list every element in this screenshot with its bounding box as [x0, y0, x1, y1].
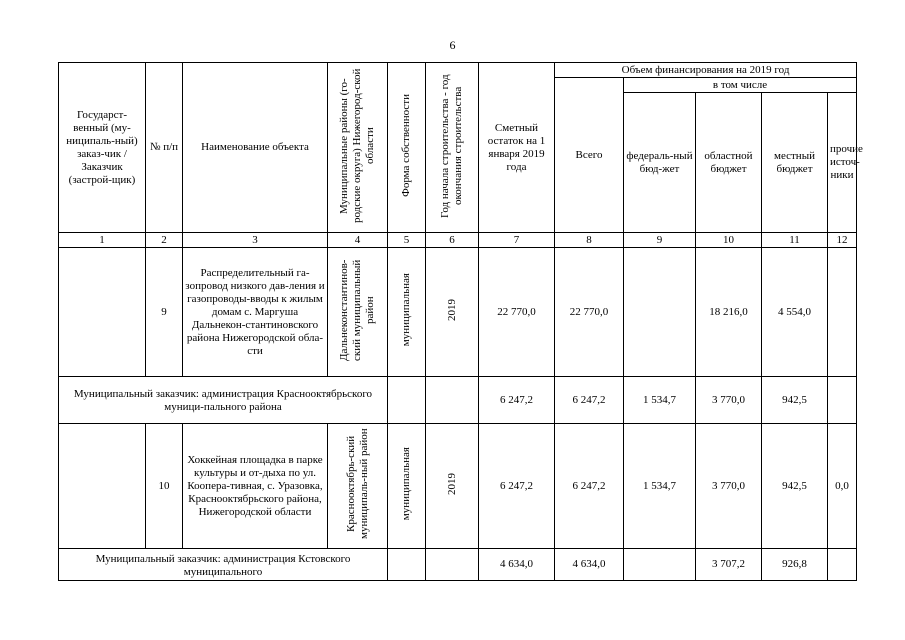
- header-local: местный бюджет: [762, 93, 828, 233]
- row-district-text: Краснооктябрь-ский муниципаль-ный район: [344, 428, 370, 540]
- column-number: 3: [183, 233, 328, 248]
- row-customer: Муниципальный заказчик: администрация Краснооктябрьского муници-пального района: [59, 377, 388, 424]
- row-total: 22 770,0: [555, 248, 624, 377]
- row-customer-empty: [59, 424, 146, 549]
- column-number-row: [59, 233, 857, 248]
- header-num: № п/п: [146, 63, 183, 233]
- column-number: 7: [479, 233, 555, 248]
- row-other: [828, 549, 857, 581]
- row-ownership: [388, 248, 426, 377]
- row-ownership-text: муниципальная: [400, 273, 412, 347]
- row-balance: 4 634,0: [479, 549, 555, 581]
- column-number: 6: [426, 233, 479, 248]
- column-number: 9: [624, 233, 696, 248]
- row-district: [328, 248, 388, 377]
- header-years-text: Год начала строительства - год окончания строительства: [439, 73, 464, 218]
- row-years: [426, 248, 479, 377]
- row-local: 4 554,0: [762, 248, 828, 377]
- column-number: 2: [146, 233, 183, 248]
- header-balance: Сметный остаток на 1 января 2019 года: [479, 63, 555, 233]
- row-local: 926,8: [762, 549, 828, 581]
- row-years-text: 2019: [445, 299, 458, 321]
- row-years-empty: [426, 377, 479, 424]
- header-including: в том числе: [624, 78, 857, 93]
- column-number: 8: [555, 233, 624, 248]
- row-regional: 3 770,0: [696, 377, 762, 424]
- header-regional: областной бюджет: [696, 93, 762, 233]
- table-row: [59, 377, 857, 424]
- row-local: 942,5: [762, 424, 828, 549]
- column-number: 12: [828, 233, 857, 248]
- row-other: 0,0: [828, 424, 857, 549]
- header-ownership: [388, 63, 426, 233]
- row-object: Распределительный га-зопровод низкого дав-ления и газопроводы-вводы к жилым домам с. Маргуша Дальнекон-стантиновского района Нижегородской обла-сти: [183, 248, 328, 377]
- row-balance: 22 770,0: [479, 248, 555, 377]
- header-years: [426, 63, 479, 233]
- row-other: [828, 377, 857, 424]
- column-number: 11: [762, 233, 828, 248]
- header-district-text: Муниципальные районы (го-родские округа) Нижегород-ской области: [338, 68, 376, 223]
- row-num: 10: [146, 424, 183, 549]
- row-ownership: [388, 424, 426, 549]
- header-customer: Государст-венный (му-ниципаль-ный) заказ-чик / Заказчик (застрой-щик): [59, 63, 146, 233]
- header-row-1: [59, 63, 857, 78]
- header-ownership-text: Форма собственности: [400, 94, 412, 197]
- row-years: [426, 424, 479, 549]
- row-total: 6 247,2: [555, 424, 624, 549]
- header-district: [328, 63, 388, 233]
- row-ownership-empty: [388, 549, 426, 581]
- table-row: [59, 424, 857, 549]
- financing-table: [58, 62, 863, 581]
- row-ownership-text: муниципальная: [400, 447, 412, 521]
- page-number: 6: [449, 38, 456, 52]
- header-total: Всего: [555, 78, 624, 233]
- header-other: прочие источ-ники: [828, 93, 857, 233]
- row-federal: [624, 248, 696, 377]
- header-object: Наименование объекта: [183, 63, 328, 233]
- row-federal: 1 534,7: [624, 377, 696, 424]
- row-num: 9: [146, 248, 183, 377]
- row-customer: Муниципальный заказчик: администрация Кстовского муниципального: [59, 549, 388, 581]
- header-federal: федераль-ный бюд-жет: [624, 93, 696, 233]
- header-funding-group: Объем финансирования на 2019 год: [555, 63, 857, 78]
- row-years-empty: [426, 549, 479, 581]
- column-number: 5: [388, 233, 426, 248]
- row-years-text: 2019: [445, 473, 458, 495]
- table-row: [59, 549, 857, 581]
- row-regional: 3 707,2: [696, 549, 762, 581]
- row-regional: 3 770,0: [696, 424, 762, 549]
- row-balance: 6 247,2: [479, 424, 555, 549]
- row-balance: 6 247,2: [479, 377, 555, 424]
- row-total: 6 247,2: [555, 377, 624, 424]
- row-federal: [624, 549, 696, 581]
- column-number: 4: [328, 233, 388, 248]
- table-row: [59, 248, 857, 377]
- row-district: [328, 424, 388, 549]
- row-regional: 18 216,0: [696, 248, 762, 377]
- row-other: [828, 248, 857, 377]
- row-total: 4 634,0: [555, 549, 624, 581]
- column-number: 1: [59, 233, 146, 248]
- row-ownership-empty: [388, 377, 426, 424]
- row-district-text: Дальнеконстантинов-ский муниципальный район: [338, 259, 376, 361]
- row-customer-empty: [59, 248, 146, 377]
- column-number: 10: [696, 233, 762, 248]
- row-federal: 1 534,7: [624, 424, 696, 549]
- row-object: Хоккейная площадка в парке культуры и от-дыха по ул. Коопера-тивная, с. Уразовка, Краснооктябрьского района, Нижегородской области: [183, 424, 328, 549]
- row-local: 942,5: [762, 377, 828, 424]
